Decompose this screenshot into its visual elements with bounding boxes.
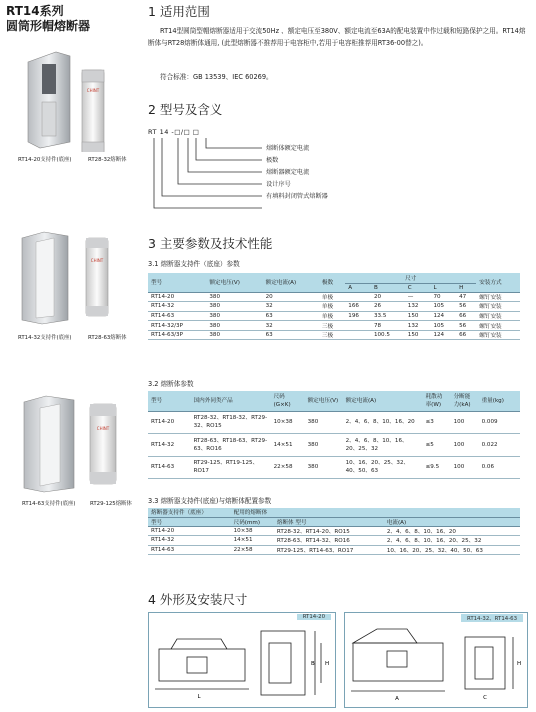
section-1-title: 1 适用范围	[148, 4, 210, 19]
section-2-title: 2 型号及含义	[148, 102, 223, 117]
fuse-brand-3: CHINT	[96, 426, 110, 431]
th-voltage: 额定电压(V)	[305, 391, 343, 411]
photo-2-caption-right: RT28-63熔断体	[88, 335, 127, 341]
table-row: RT14-32 380 32 单极 166 26 132 105 56 螺钉安装	[148, 302, 520, 312]
table-3-caption: 3.3 熔断器支持件(底座)与熔断体配置参数	[148, 497, 272, 505]
model-code-diagram	[150, 138, 360, 213]
fuse-brand-1: CHINT	[86, 88, 100, 93]
th-support-model: 型号	[148, 517, 231, 526]
dim-h-left: H	[325, 661, 330, 667]
th-dim-c: C	[405, 283, 431, 292]
section-1-standards: 符合标准：GB 13539、IEC 60269。	[160, 73, 273, 81]
th-dim-h: H	[456, 283, 476, 292]
th-current: 电流(A)	[384, 517, 520, 526]
th-current: 额定电流(A)	[343, 391, 423, 411]
series-title: RT14系列	[6, 4, 64, 18]
photo-rt14-20-base	[20, 42, 140, 152]
table-2-caption: 3.2 熔断体参数	[148, 380, 194, 388]
table-row: RT14-32 14×51 RT28-63、RT14-32、RO16 2、4、6、8、10、16、20、25、32	[148, 536, 520, 546]
photo-1-caption-left: RT14-20支持件(底座)	[18, 157, 72, 163]
dim-l-left: L	[197, 694, 201, 700]
table-row: RT14-63 RT29-125、RT19-125、RO17 22×58 380 10、16、20、25、32、40、50、63 ≤9.5 100 0.06	[148, 456, 520, 479]
section-3-title: 3 主要参数及技术性能	[148, 236, 273, 251]
table-row: RT14-63 380 63 单极 196 33.5 150 124 66 螺钉安装	[148, 311, 520, 321]
photo-rt14-63-base	[20, 392, 140, 497]
th-current: 额定电流(A)	[263, 273, 319, 292]
table-1-caption: 3.1 熔断器支持件（底座）参数	[148, 260, 240, 268]
dim-b-left: B	[311, 661, 315, 667]
section-1-body: RT14型圆筒型帽熔断器适用于交流50Hz 、额定电压至380V、额定电流至63A的配电装置中作过载和短路保护之用。RT14熔断体与RT28熔断体通用, (此型熔断器不推荐用于电容柜中,若用于电容柜推荐用RT36-00替之)。	[148, 27, 526, 47]
configuration-table	[148, 508, 520, 555]
th-voltage: 额定电压(V)	[206, 273, 262, 292]
th-weight: 重量(kg)	[479, 391, 520, 411]
th-model: 型号	[148, 391, 191, 411]
code-item-3: 熔断器额定电流	[266, 169, 310, 176]
th-size: 尺码(G×K)	[271, 391, 305, 411]
fuse-brand-2: CHINT	[90, 258, 104, 263]
th-dim-a: A	[345, 283, 371, 292]
fuse-link-params-table	[148, 391, 520, 479]
th-dim-l: L	[430, 283, 456, 292]
th-size: 尺码(mm)	[231, 517, 274, 526]
table-row: RT14-20 RT28-32、RT18-32、RT29-32、RO15 10×38 380 2、4、6、8、10、16、20 ≤3 100 0.009	[148, 411, 520, 434]
dim-h-right: H	[517, 661, 522, 667]
th-fuse-link: 配用的熔断体	[231, 508, 520, 517]
table-row: RT14-20 10×38 RT28-32、RT14-20、RO15 2、4、6、8、10、16、20	[148, 526, 520, 536]
table-row: RT14-32/3P 380 32 三极 78 132 105 56 螺钉安装	[148, 321, 520, 331]
table-row: RT14-63 22×58 RT29-125、RT14-63、RO17 10、16、20、25、32、40、50、63	[148, 545, 520, 555]
th-model: 型号	[148, 273, 206, 292]
photo-2-caption-left: RT14-32支持件(底座)	[18, 335, 72, 341]
th-dim-b: B	[371, 283, 405, 292]
th-mounting: 安装方式	[476, 273, 520, 292]
th-breaking: 分断能力(kA)	[451, 391, 479, 411]
th-poles: 极数	[319, 273, 345, 292]
table-row: RT14-32 RT28-63、RT18-63、RT29-63、RO16 14×51 380 2、4、6、8、10、16、20、25、32 ≤5 100 0.022	[148, 434, 520, 457]
drawing-rt14-32-63	[344, 612, 528, 708]
drawing-rt14-20	[148, 612, 336, 708]
th-equivalents: 国内外同类产品	[191, 391, 271, 411]
table-row: RT14-63/3P 380 63 三极 100.5 150 124 66 螺钉安装	[148, 330, 520, 340]
dim-c-right: C	[483, 695, 487, 701]
dim-a-right: A	[395, 696, 399, 702]
photo-3-caption-left: RT14-63支持件(底座)	[22, 501, 76, 507]
support-params-table	[148, 273, 520, 340]
product-subtitle: 圆筒形帽熔断器	[6, 19, 91, 33]
photo-3-caption-right: RT29-125熔断体	[90, 501, 132, 507]
model-code: RT 14 -□/□ □	[148, 128, 200, 136]
table-row: RT14-20 380 20 单极 20 — 70 47 螺钉安装	[148, 292, 520, 302]
photo-1-caption-right: RT28-32熔断体	[88, 157, 127, 163]
code-item-5: 有填料封闭管式熔断器	[266, 193, 328, 200]
th-dimensions: 尺寸	[345, 273, 476, 283]
code-item-4: 设计序号	[266, 181, 291, 188]
code-item-2: 极数	[266, 157, 279, 164]
drawing-left-label: RT14-20	[297, 614, 331, 620]
th-support: 熔断器支持件（底座）	[148, 508, 231, 517]
code-item-1: 熔断体额定电流	[266, 145, 310, 152]
drawing-right-label: RT14-32、RT14-63	[461, 614, 523, 622]
photo-rt14-32-base	[20, 228, 140, 328]
th-dissipation: 耗散功率(W)	[423, 391, 451, 411]
section-4-title: 4 外形及安装尺寸	[148, 592, 248, 607]
th-fuse-model: 熔断体 型号	[274, 517, 384, 526]
